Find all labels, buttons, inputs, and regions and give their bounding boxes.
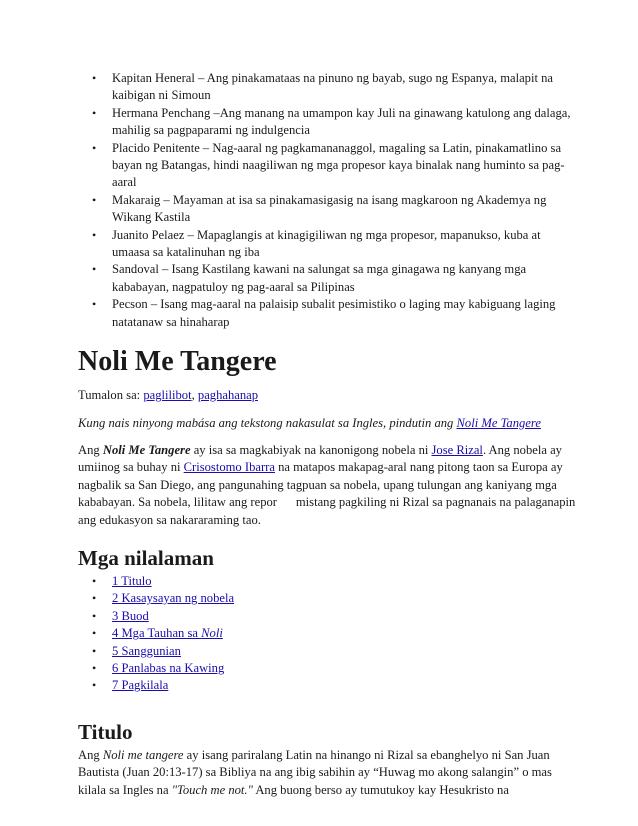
section-heading-titulo: Titulo [78, 719, 133, 744]
list-item: • Hermana Penchang –Ang manang na umampon kay Juli na ginawang katulong ang dalaga, mahilig sa pagpaparami ng indulgencia [78, 105, 578, 140]
crisostomo-ibarra-link[interactable]: Crisostomo Ibarra [183, 460, 275, 475]
table-of-contents [78, 573, 578, 695]
list-item: • Juanito Pelaez – Mapaglangis at kinagigiliwan ng mga propesor, mapanukso, kuba at umaasa sa katalinuhan ng iba [78, 227, 578, 262]
toc-link-sanggunian[interactable]: 5 Sanggunian [112, 643, 181, 658]
toc-link-mga-tauhan[interactable] [112, 626, 223, 640]
list-item: • Pecson – Isang mag-aaral na palaisip subalit pesimistiko o laging may kabiguang laging natatanaw sa hinaharap [78, 296, 578, 331]
toc-item [78, 625, 578, 642]
toc-link-pagkilala[interactable]: 7 Pagkilala [112, 678, 169, 693]
toc-link-panlabas-na-kawing[interactable]: 6 Panlabas na Kawing [112, 660, 225, 675]
intro-text: . Ang nobela ay umiinog sa buhay ni [78, 442, 562, 475]
titulo-text: ay isang pariralang Latin na hinango ni Rizal sa ebanghelyo ni San Juan Bautista (Juan 20:13-17) sa Bibliya na ang ibig sabihin ay “Huwag mo akong salangin” o mas kilala sa Ingles na [78, 747, 552, 797]
toc-link-titulo[interactable]: 1 Titulo [112, 573, 152, 588]
english-article-link[interactable]: Noli Me Tangere [456, 415, 541, 430]
intro-paragraph [78, 442, 578, 529]
list-item: • Sandoval – Isang Kastilang kawani na salungat sa mga ginagawa ng kanyang mga kababayan, nagpatuloy ng pag-aaral sa Pilipinas [78, 261, 578, 296]
character-list [78, 70, 578, 331]
list-item: • Kapitan Heneral – Ang pinakamataas na pinuno ng bayab, sugo ng Espanya, malapit na kaibigan ni Simoun [78, 70, 578, 105]
navigation-link[interactable]: paglilibot [143, 388, 192, 403]
toc-item [78, 660, 578, 677]
toc-link-kasaysayan[interactable]: 2 Kasaysayan ng nobela [112, 591, 235, 606]
jump-to-separator: , [191, 388, 198, 403]
jose-rizal-link[interactable]: Jose Rizal [431, 442, 483, 457]
toc-item [78, 643, 578, 660]
list-item: • Makaraig – Mayaman at isa sa pinakamasigasig na isang magkaroon ng Akademya ng Wikang Kastila [78, 192, 578, 227]
intro-text: na matapos makapag-aral nang pitong taon sa Europa ay nagbalik sa San Diego, ang pangunahing tagpuan sa nobela, upang tulungan ang kaniyang mga kababayan. Sa nobela, lilitaw ang repor mistang pagkiling ni Rizal sa pagnanais na palaganapin ang edukasyon sa nakararaming tao. [78, 460, 579, 527]
titulo-italic: "Touch me not." [171, 782, 253, 797]
list-item: • Placido Penitente – Nag-aaral ng pagkamananaggol, magaling sa Latin, pinakamatlino sa bayan ng Batangas, hindi naagiliwan ng mga propesor kaya binalak nang huminto sa pag-aaral [78, 140, 578, 192]
titulo-text: Ang [78, 747, 103, 762]
toc-item [78, 677, 578, 694]
english-note-text: Kung nais ninyong mabása ang tekstong nakasulat sa Ingles, pindutin ang [78, 415, 457, 430]
article-title: Noli Me Tangere [78, 346, 277, 378]
intro-bold-title: Noli Me Tangere [102, 442, 191, 457]
toc-link-text: 4 Mga Tauhan sa [112, 626, 202, 641]
search-link[interactable]: paghahanap [197, 388, 259, 403]
titulo-text: Ang buong berso ay tumutukoy kay Hesukristo na [252, 782, 509, 797]
toc-link-buod[interactable]: 3 Buod [112, 608, 149, 623]
jump-to-label: Tumalon sa: [78, 388, 144, 403]
toc-link-italic: Noli [201, 626, 223, 641]
toc-heading: Mga nilalaman [78, 545, 214, 570]
toc-item [78, 608, 578, 625]
toc-item [78, 590, 578, 607]
titulo-paragraph [78, 747, 578, 799]
jump-to-line [78, 387, 578, 404]
english-version-note [78, 415, 578, 432]
intro-text: Ang [78, 442, 103, 457]
toc-item [78, 573, 578, 590]
intro-text: ay isa sa magkabiyak na kanonigong nobela ni [190, 442, 432, 457]
titulo-italic: Noli me tangere [102, 747, 184, 762]
